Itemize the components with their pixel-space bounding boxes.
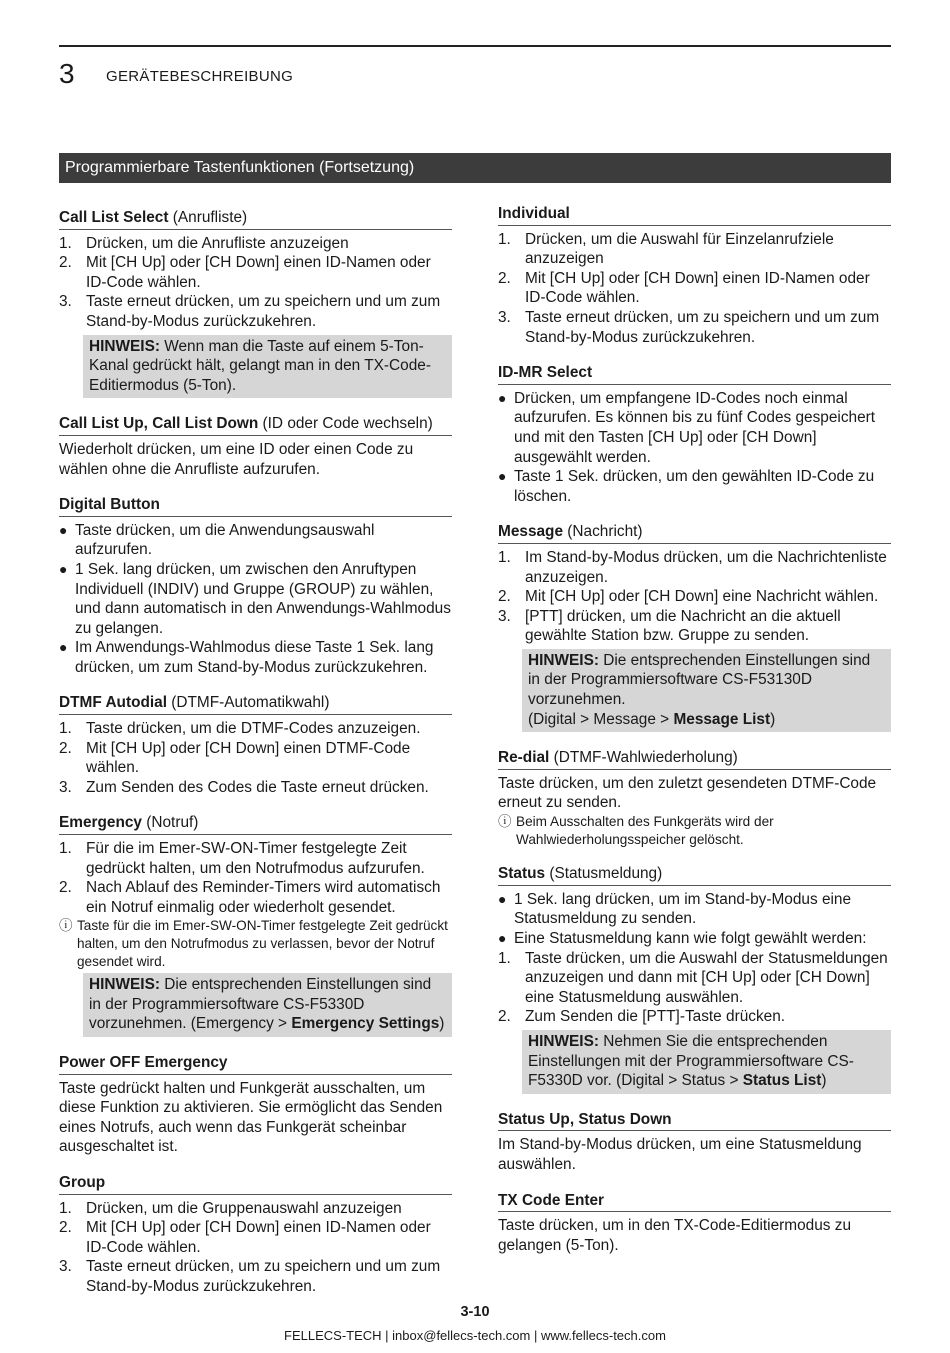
section-heading: Digital Button	[59, 495, 452, 517]
section-heading: Emergency (Notruf)	[59, 813, 452, 835]
section-status	[498, 864, 891, 1094]
numbered-list	[498, 230, 891, 348]
section-dtmf-autodial	[59, 693, 452, 797]
numbered-list	[59, 839, 452, 917]
section-call-list-select	[59, 208, 452, 398]
section-heading: TX Code Enter	[498, 1191, 891, 1213]
list-item: 1. Drücken, um die Auswahl für Einzelanrufziele anzuzeigen	[498, 230, 834, 268]
section-banner: Programmierbare Tastenfunktionen (Fortsetzung)	[59, 153, 891, 183]
note-box: HINWEIS: Wenn man die Taste auf einem 5-Ton-Kanal gedrückt hält, gelangt man in den TX-Code-Editiermodus (5-Ton).	[83, 335, 452, 399]
bullet-list	[59, 521, 452, 678]
section-individual	[498, 204, 891, 347]
section-redial	[498, 748, 891, 848]
paragraph: Im Stand-by-Modus drücken, um eine Statusmeldung auswählen.	[498, 1136, 862, 1173]
section-heading: ID-MR Select	[498, 363, 891, 385]
section-group	[59, 1173, 452, 1297]
numbered-list	[498, 548, 891, 646]
info-note: ⓘ Taste für die im Emer-SW-ON-Timer festgelegte Zeit gedrückt halten, um den Notrufmodus zu verlassen, bevor der Notruf gesendet wird.	[59, 918, 448, 969]
note-box: HINWEIS: Die entsprechenden Einstellungen sind in der Programmiersoftware CS-F53130D vorzunehmen. (Digital > Message > Message List)	[522, 649, 891, 732]
bullet-icon: ●	[498, 389, 507, 406]
section-heading: Group	[59, 1173, 452, 1195]
section-heading: Call List Select (Anrufliste)	[59, 208, 452, 230]
page-number: 3-10	[460, 1304, 490, 1320]
section-heading: Call List Up, Call List Down (ID oder Code wechseln)	[59, 414, 452, 436]
bullet-icon: ●	[498, 930, 507, 946]
list-item: 3. Taste erneut drücken, um zu speichern und um zum Stand-by-Modus zurückzukehren.	[498, 308, 880, 346]
section-tx-code-enter	[498, 1191, 891, 1256]
list-item: ● Im Anwendungs-Wahlmodus diese Taste 1 Sek. lang drücken, um zum Stand-by-Modus zurückzukehren.	[59, 639, 434, 676]
bullet-icon: ●	[59, 639, 68, 656]
section-heading: DTMF Autodial (DTMF-Automatikwahl)	[59, 693, 452, 715]
info-icon: ⓘ	[498, 814, 512, 830]
section-call-list-up-down	[59, 414, 452, 479]
numbered-list	[59, 719, 452, 797]
list-item: 1. Taste drücken, um die Auswahl der Statusmeldungen anzuzeigen und dann mit [CH Up] oder [CH Down] eine Statusmeldung auswählen.	[498, 949, 888, 1006]
list-item: 2. Mit [CH Up] oder [CH Down] eine Nachricht wählen.	[498, 588, 879, 606]
list-item: 1. Im Stand-by-Modus drücken, um die Nachrichtenliste anzuzeigen.	[498, 548, 887, 586]
bullet-icon: ●	[59, 521, 68, 538]
list-item: 3. Zum Senden des Codes die Taste erneut drücken.	[59, 778, 429, 796]
list-item: ● Eine Statusmeldung kann wie folgt gewählt werden:	[498, 930, 867, 947]
info-note: ⓘ Beim Ausschalten des Funkgeräts wird der Wahlwiederholungsspeicher gelöscht.	[498, 814, 774, 847]
section-message	[498, 522, 891, 732]
list-item: 1. Drücken, um die Anrufliste anzuzeigen	[59, 234, 349, 252]
list-item: ● Taste 1 Sek. drücken, um den gewählten ID-Code zu löschen.	[498, 468, 875, 505]
section-heading: Status (Statusmeldung)	[498, 864, 891, 886]
list-item: ● Taste drücken, um die Anwendungsauswahl aufzurufen.	[59, 521, 375, 559]
list-item: 2. Mit [CH Up] oder [CH Down] einen DTMF-Code wählen.	[59, 739, 411, 777]
list-item: 1. Für die im Emer-SW-ON-Timer festgelegte Zeit gedrückt halten, um den Notrufmodus aufzurufen.	[59, 840, 425, 877]
right-column	[498, 204, 891, 1271]
section-id-mr-select	[498, 363, 891, 506]
section-power-off-emergency	[59, 1053, 452, 1157]
paragraph: Taste drücken, um in den TX-Code-Editiermodus zu gelangen (5-Ton).	[498, 1217, 852, 1254]
section-status-up-down	[498, 1110, 891, 1175]
list-item: ● Drücken, um empfangene ID-Codes noch einmal aufzurufen. Es können bis zu fünf Codes gespeichert und mit den Tasten [CH Up] oder [CH Down] ausgewählt werden.	[498, 389, 876, 466]
list-item: 2. Zum Senden die [PTT]-Taste drücken.	[498, 1008, 786, 1026]
bullet-icon: ●	[498, 890, 507, 907]
paragraph: Taste gedrückt halten und Funkgerät ausschalten, um diese Funktion zu aktivieren. Sie ermöglicht das Senden eines Notrufs, auch wenn das Funkgerät scheinbar ausgeschaltet ist.	[59, 1079, 443, 1156]
bullet-list	[498, 890, 891, 949]
list-item: 3. [PTT] drücken, um die Nachricht an die aktuell gewählte Station bzw. Gruppe zu senden.	[498, 607, 841, 645]
numbered-list	[59, 234, 452, 332]
list-item: 3. Taste erneut drücken, um zu speichern und um zum Stand-by-Modus zurückzukehren.	[59, 293, 441, 330]
paragraph: Taste drücken, um den zuletzt gesendeten DTMF-Code erneut zu senden.	[498, 774, 877, 812]
section-emergency	[59, 813, 452, 1037]
bullet-list	[498, 389, 891, 507]
list-item: 2. Nach Ablauf des Reminder-Timers wird automatisch ein Notruf einmalig oder wiederholt gesendet.	[59, 879, 441, 916]
chapter-title: GERÄTEBESCHREIBUNG	[106, 68, 294, 85]
note-box: HINWEIS: Die entsprechenden Einstellungen sind in der Programmiersoftware CS-F5330D vorzunehmen. (Emergency > Emergency Settings)	[83, 973, 452, 1037]
section-heading: Power OFF Emergency	[59, 1053, 452, 1075]
section-heading: Status Up, Status Down	[498, 1110, 891, 1132]
footer: FELLECS-TECH | inbox@fellecs-tech.com | www.fellecs-tech.com	[284, 1328, 666, 1343]
section-heading: Re-dial (DTMF-Wahlwiederholung)	[498, 748, 891, 770]
list-item: ● 1 Sek. lang drücken, um im Stand-by-Modus eine Statusmeldung zu senden.	[498, 890, 852, 928]
numbered-list	[498, 949, 891, 1027]
section-heading: Message (Nachricht)	[498, 522, 891, 544]
section-heading: Individual	[498, 204, 891, 226]
list-item: 2. Mit [CH Up] oder [CH Down] einen ID-Namen oder ID-Code wählen.	[59, 254, 431, 291]
numbered-list	[59, 1199, 452, 1297]
list-item: 1. Drücken, um die Gruppenauswahl anzuzeigen	[59, 1199, 402, 1217]
bullet-icon: ●	[59, 560, 68, 577]
list-item: 3. Taste erneut drücken, um zu speichern und um zum Stand-by-Modus zurückzukehren.	[59, 1258, 441, 1295]
bullet-icon: ●	[498, 468, 507, 485]
list-item: 2. Mit [CH Up] oder [CH Down] einen ID-Namen oder ID-Code wählen.	[59, 1219, 431, 1256]
note-box: HINWEIS: Nehmen Sie die entsprechenden Einstellungen mit der Programmiersoftware CS-F5330D vor. (Digital > Status > Status List)	[522, 1030, 891, 1094]
info-icon: ⓘ	[59, 918, 73, 934]
section-digital-button	[59, 495, 452, 677]
chapter-number: 3	[59, 58, 75, 89]
paragraph: Wiederholt drücken, um eine ID oder einen Code zu wählen ohne die Anrufliste aufzurufen.	[59, 440, 414, 478]
list-item: ● 1 Sek. lang drücken, um zwischen den Anruftypen Individuell (INDIV) und Gruppe (GROUP) zu wählen, und dann automatisch in den Anwendungs-Wahlmodus zu gelangen.	[59, 560, 451, 637]
header-rule	[59, 45, 891, 47]
list-item: 1. Taste drücken, um die DTMF-Codes anzuzeigen.	[59, 720, 421, 738]
left-column	[59, 208, 452, 1313]
list-item: 2. Mit [CH Up] oder [CH Down] einen ID-Namen oder ID-Code wählen.	[498, 269, 870, 307]
